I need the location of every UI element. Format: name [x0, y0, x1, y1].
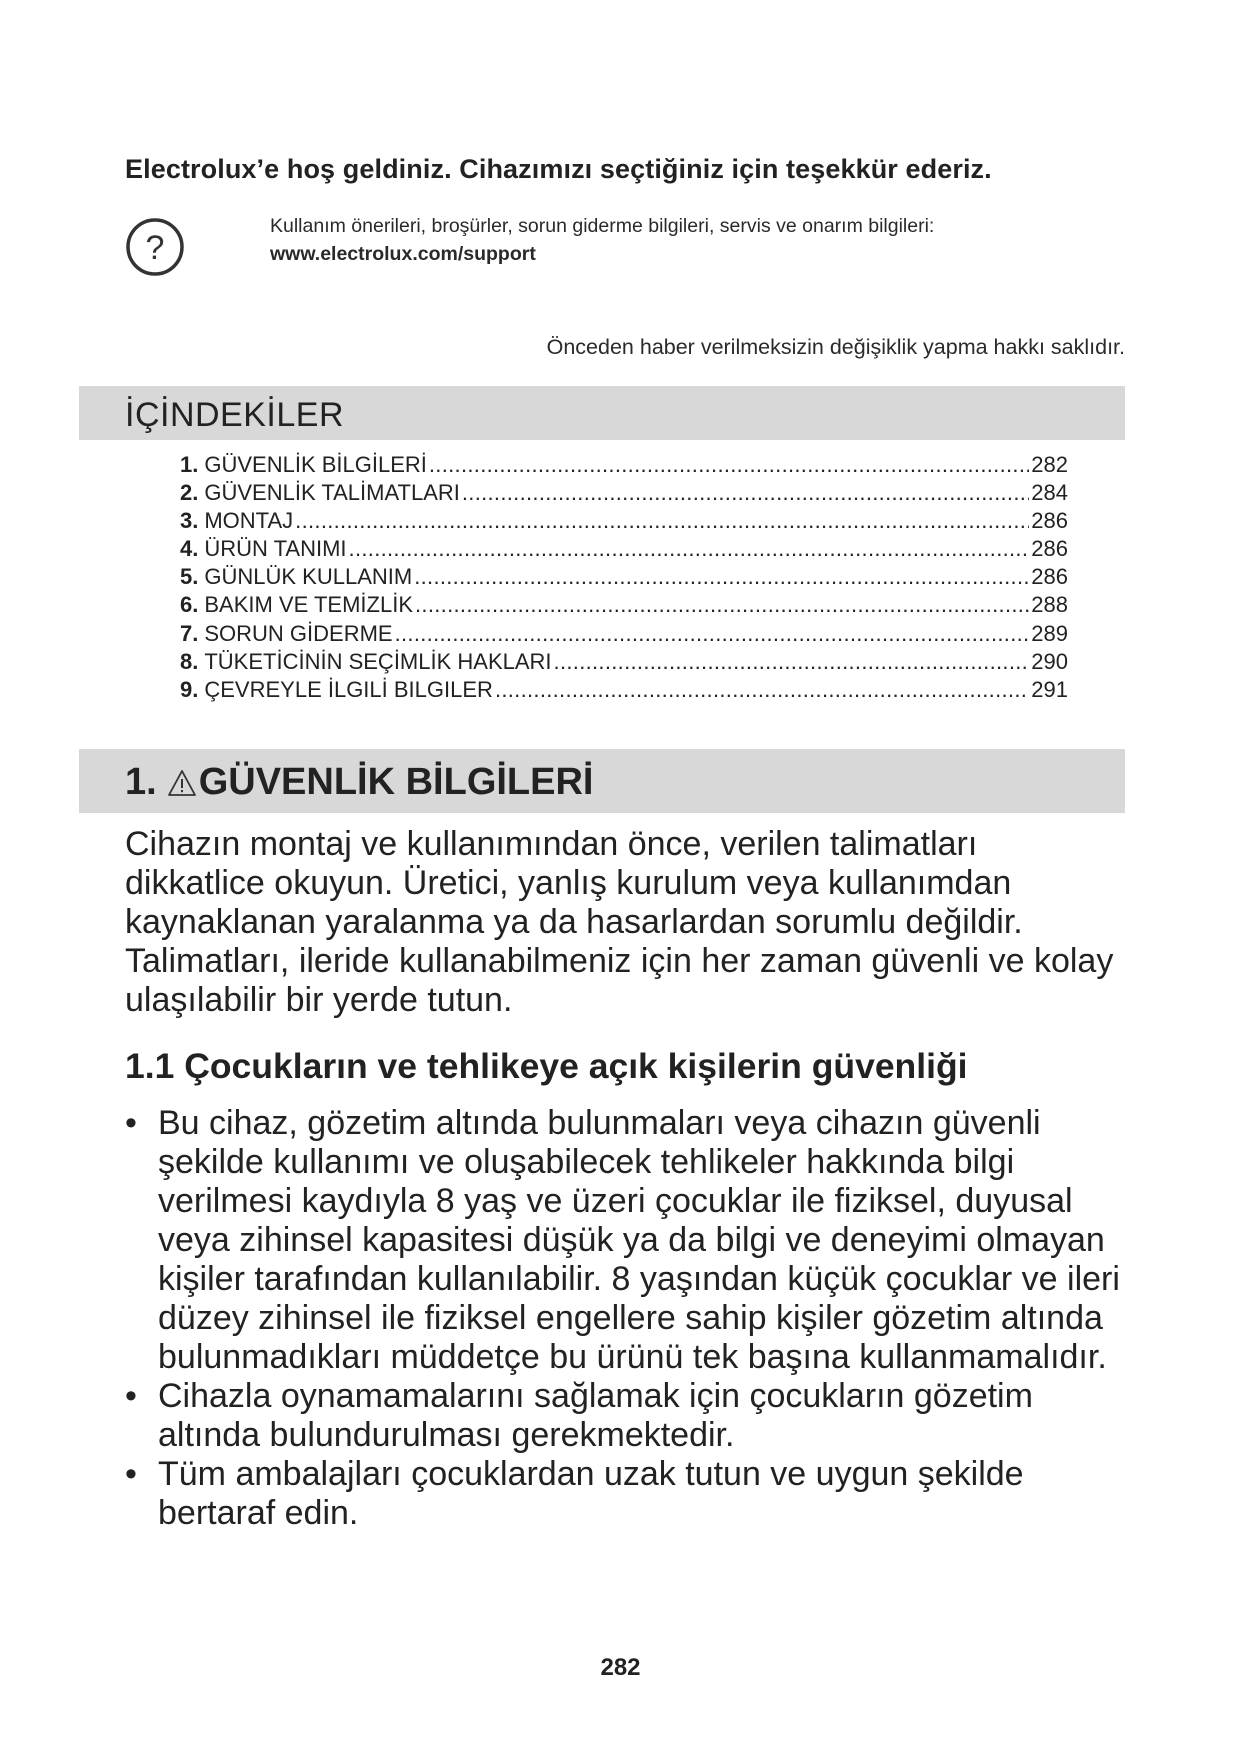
toc-item-number: 2.: [180, 480, 199, 506]
toc-item-number: 9.: [180, 676, 199, 702]
warning-triangle-icon: [167, 769, 197, 797]
toc-item[interactable]: [180, 677, 1068, 705]
list-item: • Cihazla oynamamalarını sağlamak için çocukların gözetim altında bulundurulması gerekmektedir.: [125, 1377, 1135, 1455]
toc-header-bar: [79, 386, 1125, 440]
toc-item-page: 282: [1031, 452, 1068, 477]
toc-item-label: MONTAJ: [204, 508, 294, 534]
toc-leader-dots: [414, 564, 1029, 590]
toc-leader-dots: [495, 677, 1029, 703]
toc-leader-dots: [395, 621, 1030, 647]
toc-item-page: 288: [1031, 592, 1068, 618]
support-link[interactable]: www.electrolux.com/support: [270, 243, 536, 265]
page-number: 282: [600, 1654, 641, 1681]
toc-item-page: 286: [1031, 508, 1068, 534]
toc-item[interactable]: [180, 536, 1068, 564]
toc-item-page: 286: [1031, 536, 1068, 562]
toc-item[interactable]: [180, 649, 1068, 677]
toc-item-label: GÜVENLİK BİLGİLERİ: [204, 452, 427, 477]
toc-item-label: ÜRÜN TANIMI: [204, 536, 347, 562]
toc-item-number: 5.: [180, 564, 199, 590]
toc-item-label: BAKIM VE TEMİZLİK: [204, 592, 414, 618]
table-of-contents: [180, 452, 1068, 705]
section-intro: Cihazın montaj ve kullanımından önce, verilen talimatları dikkatlice okuyun. Üretici, yanlış kurulum veya kullanımdan kaynaklanan yaralanma ya da hasarlardan sorumlu değildir. Talimatları, ileride kullanabilmeniz için her zaman güvenli ve kolay ulaşılabilir bir yerde tutun.: [125, 825, 1114, 1019]
section-title: [125, 761, 594, 804]
toc-item-label: GÜVENLİK TALİMATLARI: [204, 480, 460, 506]
toc-leader-dots: [429, 452, 1029, 478]
support-description: Kullanım önerileri, broşürler, sorun giderme bilgileri, servis ve onarım bilgileri:: [270, 215, 935, 237]
section-header-bar: [79, 749, 1125, 813]
support-info: [270, 212, 934, 268]
toc-item[interactable]: [180, 480, 1068, 508]
toc-item-page: 289: [1031, 620, 1068, 646]
toc-item-label: ÇEVREYLE İLGILİ BILGILER: [204, 676, 493, 702]
toc-item-label: TÜKETİCİNİN SEÇİMLİK HAKLARI: [204, 648, 552, 674]
toc-item-page: 286: [1031, 564, 1068, 590]
toc-item-number: 4.: [180, 536, 199, 562]
toc-item-label: GÜNLÜK KULLANIM: [204, 564, 413, 590]
toc-item-number: 3.: [180, 508, 199, 534]
toc-item[interactable]: [180, 452, 1068, 480]
toc-item[interactable]: [180, 564, 1068, 592]
toc-item[interactable]: [180, 592, 1068, 620]
toc-leader-dots: [415, 592, 1029, 618]
toc-item-label: SORUN GİDERME: [204, 620, 393, 646]
toc-title: İÇİNDEKİLER: [125, 396, 344, 434]
section-number: 1.: [125, 761, 157, 803]
question-circle-icon: [125, 217, 185, 277]
toc-item-page: 290: [1031, 648, 1068, 674]
toc-item[interactable]: [180, 508, 1068, 536]
toc-leader-dots: [462, 480, 1029, 506]
toc-leader-dots: [554, 649, 1030, 675]
toc-item-number: 8.: [180, 648, 199, 674]
toc-item-number: 6.: [180, 592, 199, 618]
toc-item[interactable]: [180, 621, 1068, 649]
toc-leader-dots: [295, 508, 1029, 534]
safety-bullet-list: [125, 1104, 1135, 1533]
list-item: • Bu cihaz, gözetim altında bulunmaları veya cihazın güvenli şekilde kullanımı ve oluşabilecek tehlikeler hakkında bilgi verilmesi kaydıyla 8 yaş ve üzeri çocuklar ile fiziksel, duyusal veya zihinsel kapasitesi düşük ya da bilgi ve deneyimi olmayan kişiler tarafından kullanılabilir. 8 yaşından küçük çocuklar ve ileri düzey zihinsel ile fiziksel engellere sahip kişiler gözetim altında bulunmadıkları müddetçe bu ürünü tek başına kullanmamalıdır.: [125, 1104, 1135, 1377]
list-item: • Tüm ambalajları çocuklardan uzak tutun ve uygun şekilde bertaraf edin.: [125, 1455, 1135, 1533]
toc-item-page: 291: [1031, 676, 1068, 702]
change-notice: Önceden haber verilmeksizin değişiklik yapma hakkı saklıdır.: [546, 335, 1125, 359]
subsection-title: 1.1 Çocukların ve tehlikeye açık kişilerin güvenliği: [125, 1046, 968, 1086]
welcome-heading: Electrolux’e hoş geldiniz. Cihazımızı seçtiğiniz için teşekkür ederiz.: [125, 154, 992, 184]
toc-item-number: 7.: [180, 620, 199, 646]
svg-text:?: ?: [145, 229, 165, 267]
toc-item-number: 1.: [180, 452, 199, 477]
toc-item-page: 284: [1031, 480, 1068, 506]
toc-leader-dots: [349, 536, 1030, 562]
section-title-text: GÜVENLİK BİLGİLERİ: [198, 761, 594, 803]
